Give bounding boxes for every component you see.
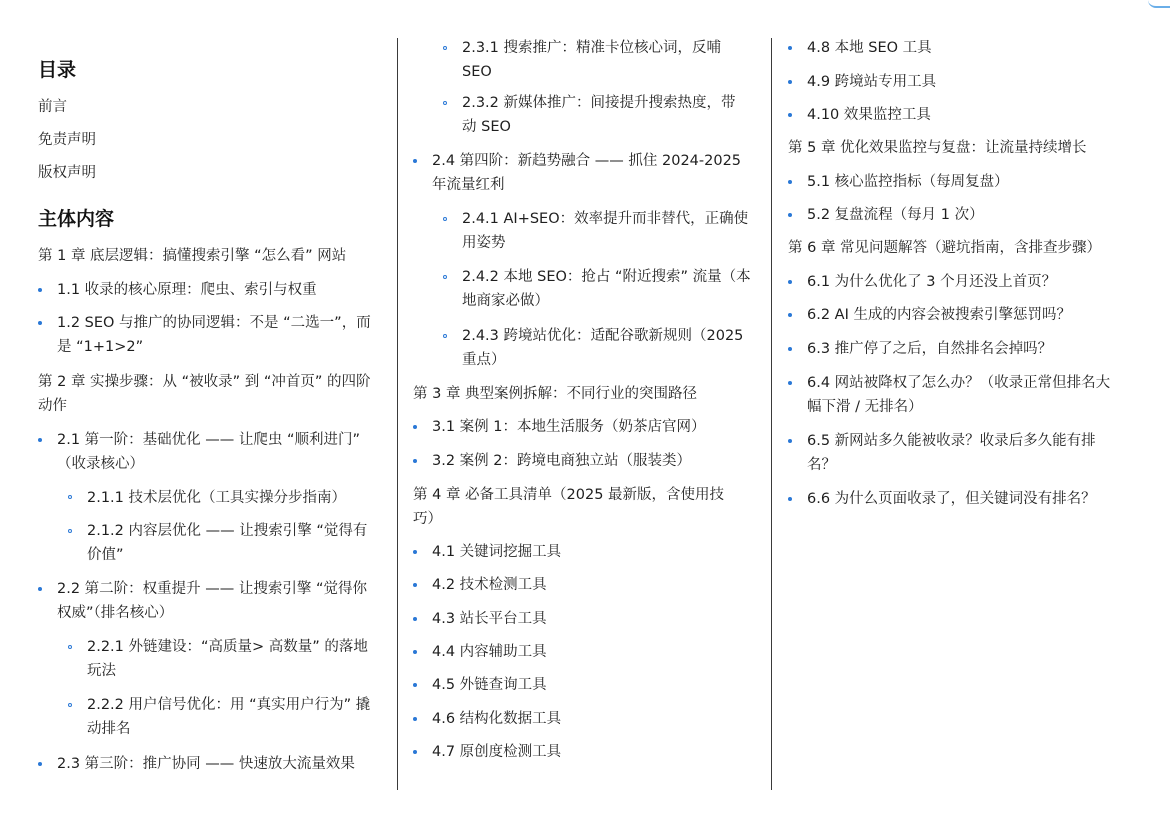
toc-section-2-1-1[interactable]: 2.1.1 技术层优化（工具实操分步指南） (87, 490, 347, 506)
toc-section-3-2[interactable]: 3.2 案例 2：跨境电商独立站（服装类） (432, 453, 692, 469)
toc-section-1-1[interactable]: 1.1 收录的核心原理：爬虫、索引与权重 (57, 282, 317, 298)
toc-chapter-4-line2[interactable]: 巧） (413, 511, 442, 527)
toc-section-2-3[interactable]: 2.3 第三阶：推广协同 —— 快速放大流量效果 (57, 756, 355, 772)
bullet-icon (788, 381, 792, 385)
column-divider-1 (397, 38, 398, 790)
bullet-icon (413, 617, 417, 621)
column-divider-2 (771, 38, 772, 790)
sub-bullet-icon (443, 217, 447, 221)
toc-section-1-2-line2[interactable]: 是 “1+1>2” (57, 339, 144, 355)
toc-section-6-4-line2[interactable]: 幅下滑 / 无排名） (807, 399, 923, 415)
toc-section-6-1[interactable]: 6.1 为什么优化了 3 个月还没上首页？ (807, 274, 1057, 290)
toc-section-2-2-line2[interactable]: 权威”（排名核心） (57, 605, 174, 621)
bullet-icon (38, 288, 42, 292)
toc-section-4-9[interactable]: 4.9 跨境站专用工具 (807, 74, 937, 90)
toc-section-2-3-2-line2[interactable]: 动 SEO (462, 119, 511, 135)
sub-bullet-icon (443, 275, 447, 279)
toc-section-2-2-2-line2[interactable]: 动排名 (87, 721, 131, 737)
main-content-title: 主体内容 (38, 208, 115, 230)
toc-section-1-2-line1[interactable]: 1.2 SEO 与推广的协同逻辑：不是 “二选一”，而 (57, 315, 371, 331)
toc-section-6-6[interactable]: 6.6 为什么页面收录了，但关键词没有排名？ (807, 491, 1096, 507)
toc-section-4-8[interactable]: 4.8 本地 SEO 工具 (807, 40, 932, 56)
toc-section-4-7[interactable]: 4.7 原创度检测工具 (432, 744, 562, 760)
toc-section-6-2[interactable]: 6.2 AI 生成的内容会被搜索引擎惩罚吗？ (807, 307, 1071, 323)
toc-section-2-2-line1[interactable]: 2.2 第二阶：权重提升 —— 让搜索引擎 “觉得你 (57, 581, 368, 597)
sub-bullet-icon (68, 703, 72, 707)
toc-section-4-1[interactable]: 4.1 关键词挖掘工具 (432, 544, 562, 560)
bullet-icon (413, 159, 417, 163)
bullet-icon (38, 438, 42, 442)
bullet-icon (413, 750, 417, 754)
toc-chapter-2-line1[interactable]: 第 2 章 实操步骤：从 “被收录” 到 “冲首页” 的四阶 (38, 374, 371, 390)
toc-link-disclaimer[interactable]: 免责声明 (38, 132, 96, 148)
toc-section-2-3-1-line2[interactable]: SEO (462, 64, 492, 80)
bullet-icon (413, 683, 417, 687)
bullet-icon (38, 587, 42, 591)
sub-bullet-icon (443, 101, 447, 105)
bullet-icon (413, 583, 417, 587)
bullet-icon (788, 347, 792, 351)
bullet-icon (788, 213, 792, 217)
sub-bullet-icon (443, 334, 447, 338)
toc-section-2-3-1-line1[interactable]: 2.3.1 搜索推广：精准卡位核心词，反哺 (462, 40, 722, 56)
toc-chapter-3[interactable]: 第 3 章 典型案例拆解：不同行业的突围路径 (413, 386, 698, 402)
corner-decoration (1148, 0, 1170, 8)
toc-section-4-5[interactable]: 4.5 外链查询工具 (432, 677, 547, 693)
bullet-icon (38, 762, 42, 766)
toc-section-4-6[interactable]: 4.6 结构化数据工具 (432, 711, 562, 727)
toc-chapter-1[interactable]: 第 1 章 底层逻辑：搞懂搜索引擎 “怎么看” 网站 (38, 248, 347, 264)
toc-title: 目录 (38, 59, 77, 81)
toc-section-6-5-line1[interactable]: 6.5 新网站多久能被收录？收录后多久能有排 (807, 433, 1096, 449)
toc-section-2-4-1-line1[interactable]: 2.4.1 AI+SEO：效率提升而非替代，正确使 (462, 211, 749, 227)
bullet-icon (413, 550, 417, 554)
bullet-icon (788, 46, 792, 50)
toc-section-2-4-1-line2[interactable]: 用姿势 (462, 235, 506, 251)
sub-bullet-icon (443, 46, 447, 50)
sub-bullet-icon (68, 495, 72, 499)
sub-bullet-icon (68, 645, 72, 649)
toc-section-2-2-1-line2[interactable]: 玩法 (87, 663, 116, 679)
toc-chapter-6[interactable]: 第 6 章 常见问题解答（避坑指南，含排查步骤） (788, 240, 1102, 256)
bullet-icon (788, 180, 792, 184)
toc-section-2-4-3-line1[interactable]: 2.4.3 跨境站优化：适配谷歌新规则（2025 (462, 328, 744, 344)
toc-section-2-1-line1[interactable]: 2.1 第一阶：基础优化 —— 让爬虫 “顺利进门” (57, 432, 361, 448)
toc-section-2-1-2-line1[interactable]: 2.1.2 内容层优化 —— 让搜索引擎 “觉得有 (87, 523, 368, 539)
sub-bullet-icon (68, 529, 72, 533)
bullet-icon (413, 425, 417, 429)
toc-link-preface[interactable]: 前言 (38, 99, 67, 115)
toc-section-2-2-2-line1[interactable]: 2.2.2 用户信号优化：用 “真实用户行为” 撬 (87, 697, 371, 713)
bullet-icon (38, 321, 42, 325)
toc-chapter-4-line1[interactable]: 第 4 章 必备工具清单（2025 最新版，含使用技 (413, 487, 725, 503)
toc-section-2-1-line2[interactable]: （收录核心） (57, 456, 144, 472)
toc-section-2-4-2-line1[interactable]: 2.4.2 本地 SEO：抢占 “附近搜索” 流量（本 (462, 269, 751, 285)
bullet-icon (413, 650, 417, 654)
toc-section-2-4-3-line2[interactable]: 重点） (462, 352, 506, 368)
toc-chapter-2-line2[interactable]: 动作 (38, 398, 67, 414)
bullet-icon (788, 280, 792, 284)
toc-section-4-4[interactable]: 4.4 内容辅助工具 (432, 644, 547, 660)
toc-section-2-4-line1[interactable]: 2.4 第四阶：新趋势融合 —— 抓住 2024-2025 (432, 153, 742, 169)
toc-section-4-3[interactable]: 4.3 站长平台工具 (432, 611, 547, 627)
bullet-icon (788, 497, 792, 501)
toc-section-6-3[interactable]: 6.3 推广停了之后，自然排名会掉吗？ (807, 341, 1053, 357)
toc-section-3-1[interactable]: 3.1 案例 1：本地生活服务（奶茶店官网） (432, 419, 706, 435)
toc-section-2-3-2-line1[interactable]: 2.3.2 新媒体推广：间接提升搜索热度，带 (462, 95, 736, 111)
toc-link-copyright[interactable]: 版权声明 (38, 165, 96, 181)
toc-section-2-2-1-line1[interactable]: 2.2.1 外链建设：“高质量> 高数量” 的落地 (87, 639, 368, 655)
bullet-icon (413, 459, 417, 463)
toc-chapter-5[interactable]: 第 5 章 优化效果监控与复盘：让流量持续增长 (788, 140, 1087, 156)
toc-section-2-4-2-line2[interactable]: 地商家必做） (462, 293, 549, 309)
toc-section-5-1[interactable]: 5.1 核心监控指标（每周复盘） (807, 174, 1009, 190)
toc-section-2-4-line2[interactable]: 年流量红利 (432, 177, 505, 193)
toc-section-4-10[interactable]: 4.10 效果监控工具 (807, 107, 931, 123)
bullet-icon (413, 717, 417, 721)
toc-section-5-2[interactable]: 5.2 复盘流程（每月 1 次） (807, 207, 984, 223)
toc-section-6-5-line2[interactable]: 名？ (807, 457, 836, 473)
toc-section-6-4-line1[interactable]: 6.4 网站被降权了怎么办？（收录正常但排名大 (807, 375, 1111, 391)
bullet-icon (788, 113, 792, 117)
bullet-icon (788, 313, 792, 317)
bullet-icon (788, 80, 792, 84)
bullet-icon (788, 439, 792, 443)
toc-section-4-2[interactable]: 4.2 技术检测工具 (432, 577, 547, 593)
toc-section-2-1-2-line2[interactable]: 价值” (87, 547, 124, 563)
